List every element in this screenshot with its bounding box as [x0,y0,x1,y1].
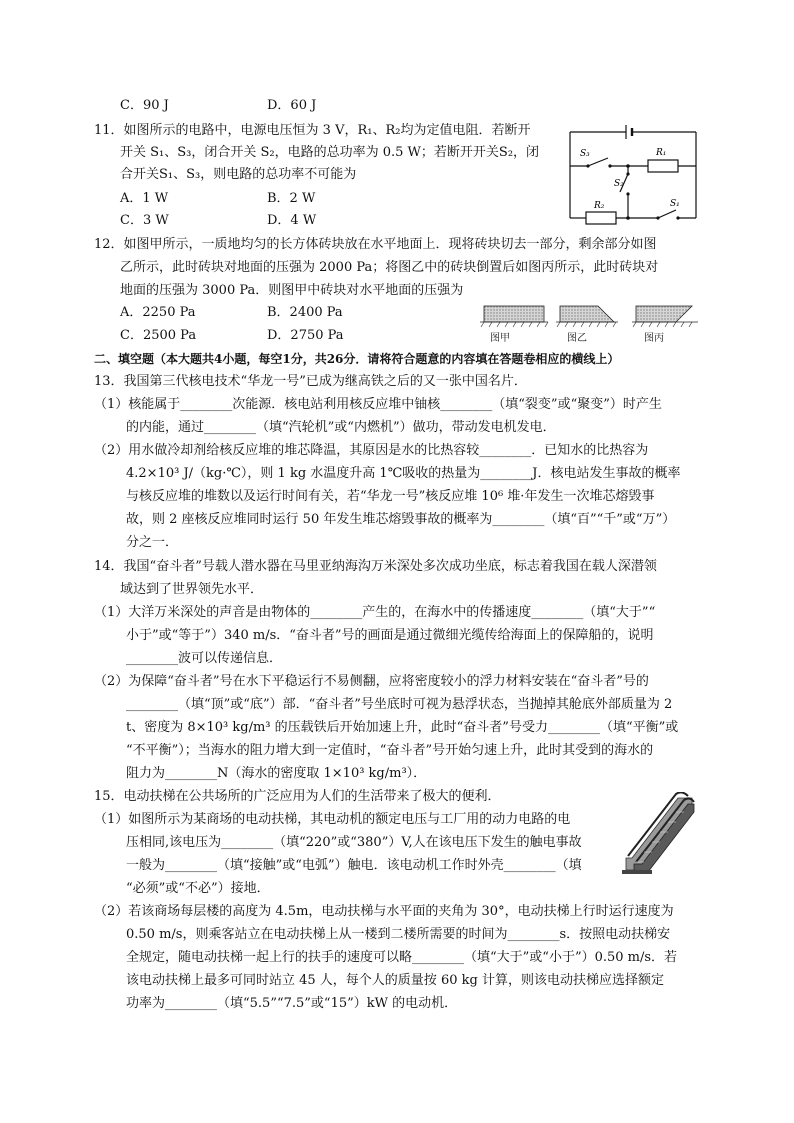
figure-yi [560,306,614,322]
q12-stem-line-3: 地面的压强为 3000 Pa．则图甲中砖块对水平地面的压强为 [120,283,464,298]
q15-p1-line-3: 一般为________（填“接触”或“电弧”）触电．该电动机工作时外壳________（填 [126,858,582,873]
q12-stem-line-1: 12．如图甲所示，一质地均匀的长方体砖块放在水平地面上．现将砖块切去一部分，剩余部分如图 [94,237,657,252]
q11-option-a: A．1 W [120,191,169,206]
label-r1: R₁ [656,148,667,158]
q11-option-c: C．3 W [120,213,169,228]
q13-p2-line-5: 分之一． [126,535,179,550]
label-s1: S₁ [670,199,680,209]
q12-option-d: D．2750 Pa [267,328,344,343]
q14-p2-line-1: （2）为保障“奋斗者”号在水下平稳运行不易侧翻，应将密度较小的浮力材料安装在“奋斗者”号的 [94,674,649,689]
q11-stem-line-1: 11．如图所示的电路中，电源电压恒为 3 V，R₁、R₂均为定值电阻．若断开 [94,123,531,138]
q14-p2-line-2: ________（填“顶”或“底”）部．“奋斗者”号坐底时可视为悬浮状态，当抛掉其舱底外部质量为 2 [126,697,673,712]
q15-p2-line-2: 0.50 m/s，则乘客站立在电动扶梯上从一楼到二楼所需要的时间为________s．按照电动扶梯安 [126,927,671,942]
q14-p2-line-3: t、密度为 8×10³ kg/m³ 的压载铁后开始加速上升，此时“奋斗者”号受力________（填“平衡”或 [126,720,679,735]
label-s3: S₃ [580,149,590,159]
q13-p2-line-1: （2）用水做冷却剂给核反应堆的堆芯降温，其原因是水的比热容较________．已知水的比热容为 [94,443,649,458]
q12-option-a: A．2250 Pa [120,305,196,320]
q12-option-c: C．2500 Pa [120,328,197,343]
ground-lines [480,322,698,327]
q13-p2-line-3: 与核反应堆的堆数以及运行时间有关，若“华龙一号”核反应堆 10⁶ 堆·年发生一次堆芯熔毁事 [126,489,655,504]
figure-bing [636,306,692,322]
q15-stem: 15．电动扶梯在公共场所的广泛应用为人们的生活带来了极大的便利． [94,789,501,804]
q13-stem: 13．我国第三代核电技术“华龙一号”已成为继高铁之后的又一张中国名片． [94,374,527,389]
q11-option-d: D．4 W [267,213,317,228]
q15-p2-line-3: 全规定，随电动扶梯一起上行的扶手的速度可以略________（填“大于”或“小于”）0.50 m/s．若 [126,950,678,965]
label-r2: R₂ [594,201,605,211]
q12-stem-line-2: 乙所示，此时砖块对地面的压强为 2000 Pa；将图乙中的砖块倒置后如图丙所示，此时砖块对 [120,260,659,275]
q13-p1-line-2: 的内能，通过________（填“汽轮机”或“内燃机”）做功，带动发电机发电． [126,420,556,435]
fig-label-yi: 图乙 [567,333,587,344]
q15-p2-line-4: 该电动扶梯上最多可同时站立 45 人，每个人的质量按 60 kg 计算，则该电动扶梯应选择额定 [126,973,664,988]
q14-p1-line-3: ________波可以传递信息． [126,651,283,666]
brick-figures [478,300,708,330]
q14-p1-line-2: 小于”或“等于”）340 m/s．“奋斗者”号的画面是通过微细光缆传给海面上的保障船的，说明 [126,628,654,643]
fig-label-jia: 图甲 [490,333,510,344]
q14-stem-line-1: 14．我国“奋斗者”号载人潜水器在马里亚纳海沟万米深处多次成功坐底，标志着我国在载人深潜领 [94,559,657,574]
figure-jia [484,306,544,322]
circuit-diagram [564,122,704,226]
q15-p1-line-2: 压相同,该电压为________（填“220”或“380”）V,人在该电压下发生的触电事故 [126,835,582,850]
q15-p1-line-1: （1）如图所示为某商场的电动扶梯，其电动机的额定电压与工厂用的动力电路的电 [94,812,571,827]
section-2-heading: 二、填空题（本大题共4小题，每空1分，共26分．请将符合题意的内容填在答题卷相应的横线上） [94,352,620,366]
q15-p1-line-4: “必须”或“不必”）接地． [126,881,270,896]
q13-p2-line-2: 4.2×10³ J/（kg·℃），则 1 kg 水温度升高 1℃吸收的热量为________J．核电站发生事故的概率 [126,466,681,481]
q14-p2-line-5: 阻力为________N（海水的密度取 1×10³ kg/m³）． [126,766,427,781]
label-s2: S₂ [614,179,624,189]
q12-option-b: B．2400 Pa [267,305,343,320]
q11-stem-line-2: 开关 S₁、S₃，闭合开关 S₂，电路的总功率为 0.5 W；若断开开关S₂，闭 [120,145,540,160]
q14-p1-line-1: （1）大洋万米深处的声音是由物体的________产生的，在海水中的传播速度________（填“大于”“ [94,605,656,620]
q15-p2-line-5: 功率为________（填“5.5”“7.5”或“15”）kW 的电动机． [126,996,458,1011]
fig-label-bing: 图丙 [644,333,664,344]
escalator-image [622,792,696,876]
q14-stem-line-2: 域达到了世界领先水平． [120,582,264,597]
q15-p2-line-1: （2）若该商场每层楼的高度为 4.5m，电动扶梯与水平面的夹角为 30°，电动扶梯上行时运行速度为 [94,904,674,919]
q11-stem-line-3: 合开关S₁、S₃，则电路的总功率不可能为 [120,167,357,182]
q13-p2-line-4: 故，则 2 座核反应堆同时运行 50 年发生堆芯熔毁事故的概率为________（填“百”“千”或“万”） [126,512,676,527]
q11-option-b: B．2 W [267,191,316,206]
q10-option-d: D．60 J [267,98,317,113]
q14-p2-line-4: “不平衡”）；当海水的阻力增大到一定值时，“奋斗者”号开始匀速上升，此时其受到的海水的 [126,743,654,758]
q10-option-c: C．90 J [120,98,169,113]
q13-p1-line-1: （1）核能属于________次能源．核电站利用核反应堆中铀核________（填“裂变”或“聚变”）时产生 [94,397,662,412]
